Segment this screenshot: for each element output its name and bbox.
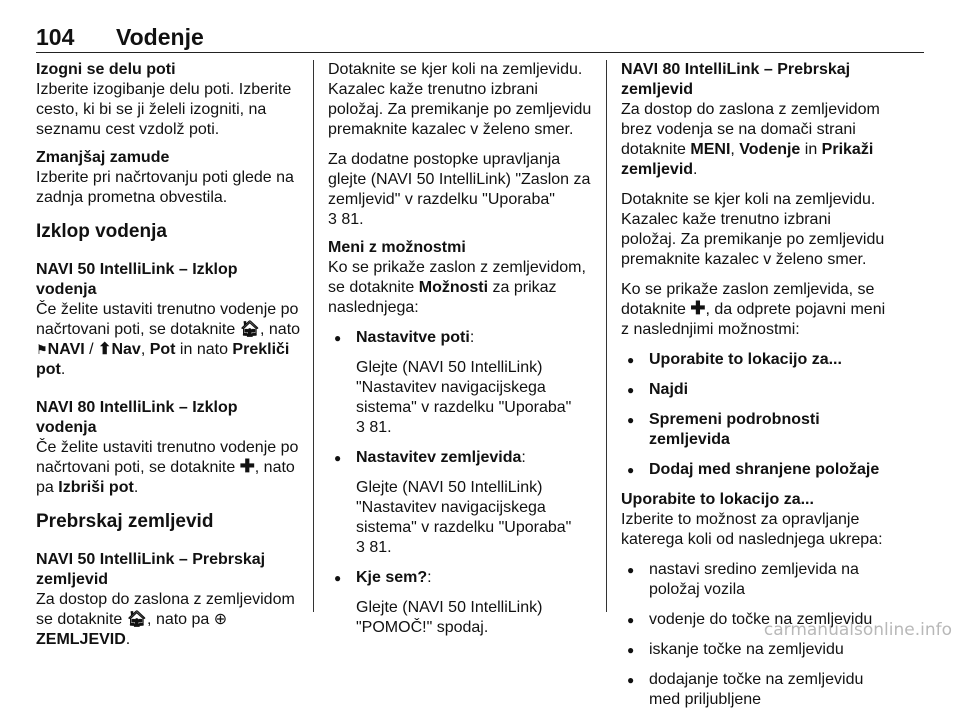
subheading: Meni z možnostmi	[328, 239, 466, 256]
paragraph: Dotaknite se kjer koli na zemljevidu. Kazalec kaže trenutno izbrani položaj. Za premikanje po zemljevidu premaknite kazalec v želeno smer.	[621, 191, 885, 268]
home-icon: 🏠︎	[239, 321, 260, 338]
bold-term: Izbriši pot	[58, 479, 134, 496]
paragraph	[621, 280, 889, 340]
text: ,	[730, 141, 740, 158]
text: Ko se prikaže zaslon z zemljevidom, se dotaknite	[328, 259, 586, 296]
paragraph: Izberite pri načrtovanju poti glede na zadnja prometna obvestila.	[36, 169, 294, 206]
text: ,	[140, 341, 150, 358]
column-2	[328, 60, 594, 648]
text: , nato	[260, 321, 301, 338]
list-item: ● Uporabite to lokacijo za...	[621, 350, 889, 370]
paragraph: Dotaknite se kjer koli na zemljevidu. Kazalec kaže trenutno izbrani položaj. Za premikanje po zemljevidu premaknite kazalec v želeno smer.	[328, 61, 592, 138]
section-heading: Izklop vodenja	[36, 221, 167, 242]
watermark: carmanualsonline.info	[763, 620, 952, 640]
bold-term: Kje sem?	[356, 569, 428, 586]
bold-term: Vodenje	[739, 141, 801, 158]
paragraph: Izberite izogibanje delu poti. Izberite cesto, ki bi se ji želeli izogniti, na seznamu cest vzdolž poti.	[36, 81, 292, 138]
section-zamude	[36, 148, 302, 208]
section-navi50-prebrskaj	[36, 550, 302, 650]
text: Za dodatne postopke upravljanja glejte (NAVI 50 IntelliLink) "Zaslon za zemljevid" v razdelku "Uporaba"	[328, 151, 591, 208]
paragraph	[621, 100, 889, 180]
page-title: Vodenje	[116, 24, 204, 50]
page-ref: 81.	[369, 539, 392, 556]
page-ref-icon: 3	[356, 539, 365, 556]
bold-term: Nastavitve poti	[356, 329, 470, 346]
text: za prikaz naslednjega:	[328, 279, 557, 316]
subheading: NAVI 80 IntelliLink – Izklop vodenja	[36, 399, 238, 436]
list-item: ● nastavi sredino zemljevida na položaj vozila	[621, 560, 889, 600]
text: .	[60, 361, 66, 378]
paragraph	[328, 150, 594, 230]
subheading: Zmanjšaj zamude	[36, 149, 170, 166]
subheading: Izogni se delu poti	[36, 61, 176, 78]
list-item-desc	[328, 598, 594, 638]
text: Glejte (NAVI 50 IntelliLink) "POMOČ!" spodaj.	[356, 599, 543, 636]
text: , da odprete pojavni meni z naslednjimi možnostmi:	[621, 301, 886, 338]
arrow-up-icon: ⬆︎	[98, 341, 112, 358]
paragraph	[36, 590, 302, 650]
text: .	[125, 631, 131, 648]
list-item: ● Kje sem?:	[328, 568, 594, 588]
text: in nato	[175, 341, 233, 358]
section-navi80-izklop	[36, 398, 302, 498]
list-item-desc	[328, 478, 594, 558]
bold-term: Nastavitev zemljevida	[356, 449, 522, 466]
paragraph	[36, 300, 302, 380]
paragraph	[36, 438, 302, 498]
plus-icon: ✚	[239, 456, 255, 476]
page-ref-icon: 3	[328, 211, 337, 228]
bold-term: ZEMLJEVID	[36, 631, 126, 648]
list-item: ● Dodaj med shranjene položaje	[621, 460, 889, 480]
text: .	[133, 479, 139, 496]
subheading: NAVI 80 IntelliLink – Prebrskaj zemljevid	[621, 61, 851, 98]
paragraph: Izberite to možnost za opravljanje katerega koli od naslednjega ukrepa:	[621, 511, 883, 548]
flag-icon: ⚑	[36, 342, 48, 357]
page-ref: 81.	[369, 419, 392, 436]
text: Ko se prikaže zaslon zemljevida, se dotaknite	[621, 281, 875, 318]
page-header	[36, 20, 924, 53]
bold-term: Prekliči pot	[36, 341, 290, 378]
text: Glejte (NAVI 50 IntelliLink) "Nastavitev navigacijskega sistema" v razdelku "Uporaba"	[356, 359, 572, 416]
paragraph	[328, 258, 594, 318]
column-divider	[313, 60, 314, 612]
bold-term: NAVI	[47, 341, 85, 358]
subheading: NAVI 50 IntelliLink – Izklop vodenja	[36, 261, 238, 298]
section-heading: Prebrskaj zemljevid	[36, 511, 214, 532]
subheading: NAVI 50 IntelliLink – Prebrskaj zemljevid	[36, 551, 266, 588]
section-navi50-izklop	[36, 260, 302, 380]
bold-term: MENI	[690, 141, 731, 158]
subheading: Uporabite to lokacijo za...	[621, 491, 814, 508]
list-item: ● dodajanje točke na zemljevidu med priljubljene	[621, 670, 889, 710]
bold-term: Prikaži zemljevid	[621, 141, 874, 178]
text: Za dostop do zaslona z zemljevidom brez vodenja se na domači strani dotaknite	[621, 101, 880, 158]
column-1	[36, 60, 302, 658]
home-icon: 🏠︎	[126, 611, 148, 628]
bold-term: Možnosti	[418, 279, 489, 296]
list-item: ● Nastavitev zemljevida:	[328, 448, 594, 468]
text: in	[800, 141, 822, 158]
list-item: ● Nastavitve poti:	[328, 328, 594, 348]
text: , nato pa	[147, 611, 214, 628]
bold-term: Nav	[111, 341, 141, 358]
map-icon: ⊕	[213, 611, 228, 628]
list-item: ● Spremeni podrobnosti zemljevida	[621, 410, 889, 450]
bold-term: Pot	[149, 341, 176, 358]
text: /	[84, 341, 99, 358]
list-item: ● Najdi	[621, 380, 889, 400]
text: Glejte (NAVI 50 IntelliLink) "Nastavitev navigacijskega sistema" v razdelku "Uporaba"	[356, 479, 572, 536]
text: .	[693, 161, 698, 178]
list-item-desc	[328, 358, 594, 438]
page-number: 104	[36, 24, 75, 50]
text: Če želite ustaviti trenutno vodenje po načrtovani poti, se dotaknite	[36, 301, 299, 338]
list-item: ● vodenje do točke na zemljevidu	[621, 610, 889, 630]
text: , nato pa	[36, 459, 295, 496]
page-ref-icon: 3	[356, 419, 365, 436]
text: Za dostop do zaslona z zemljevidom se dotaknite	[36, 591, 295, 628]
list-item: ● iskanje točke na zemljevidu	[621, 640, 889, 660]
section-izogni	[36, 60, 302, 140]
column-divider	[606, 60, 607, 612]
section-moznosti	[328, 238, 594, 318]
text: Če želite ustaviti trenutno vodenje po načrtovani poti, se dotaknite	[36, 439, 299, 476]
page-ref: 81.	[341, 211, 364, 228]
plus-icon: ✚	[690, 298, 706, 318]
